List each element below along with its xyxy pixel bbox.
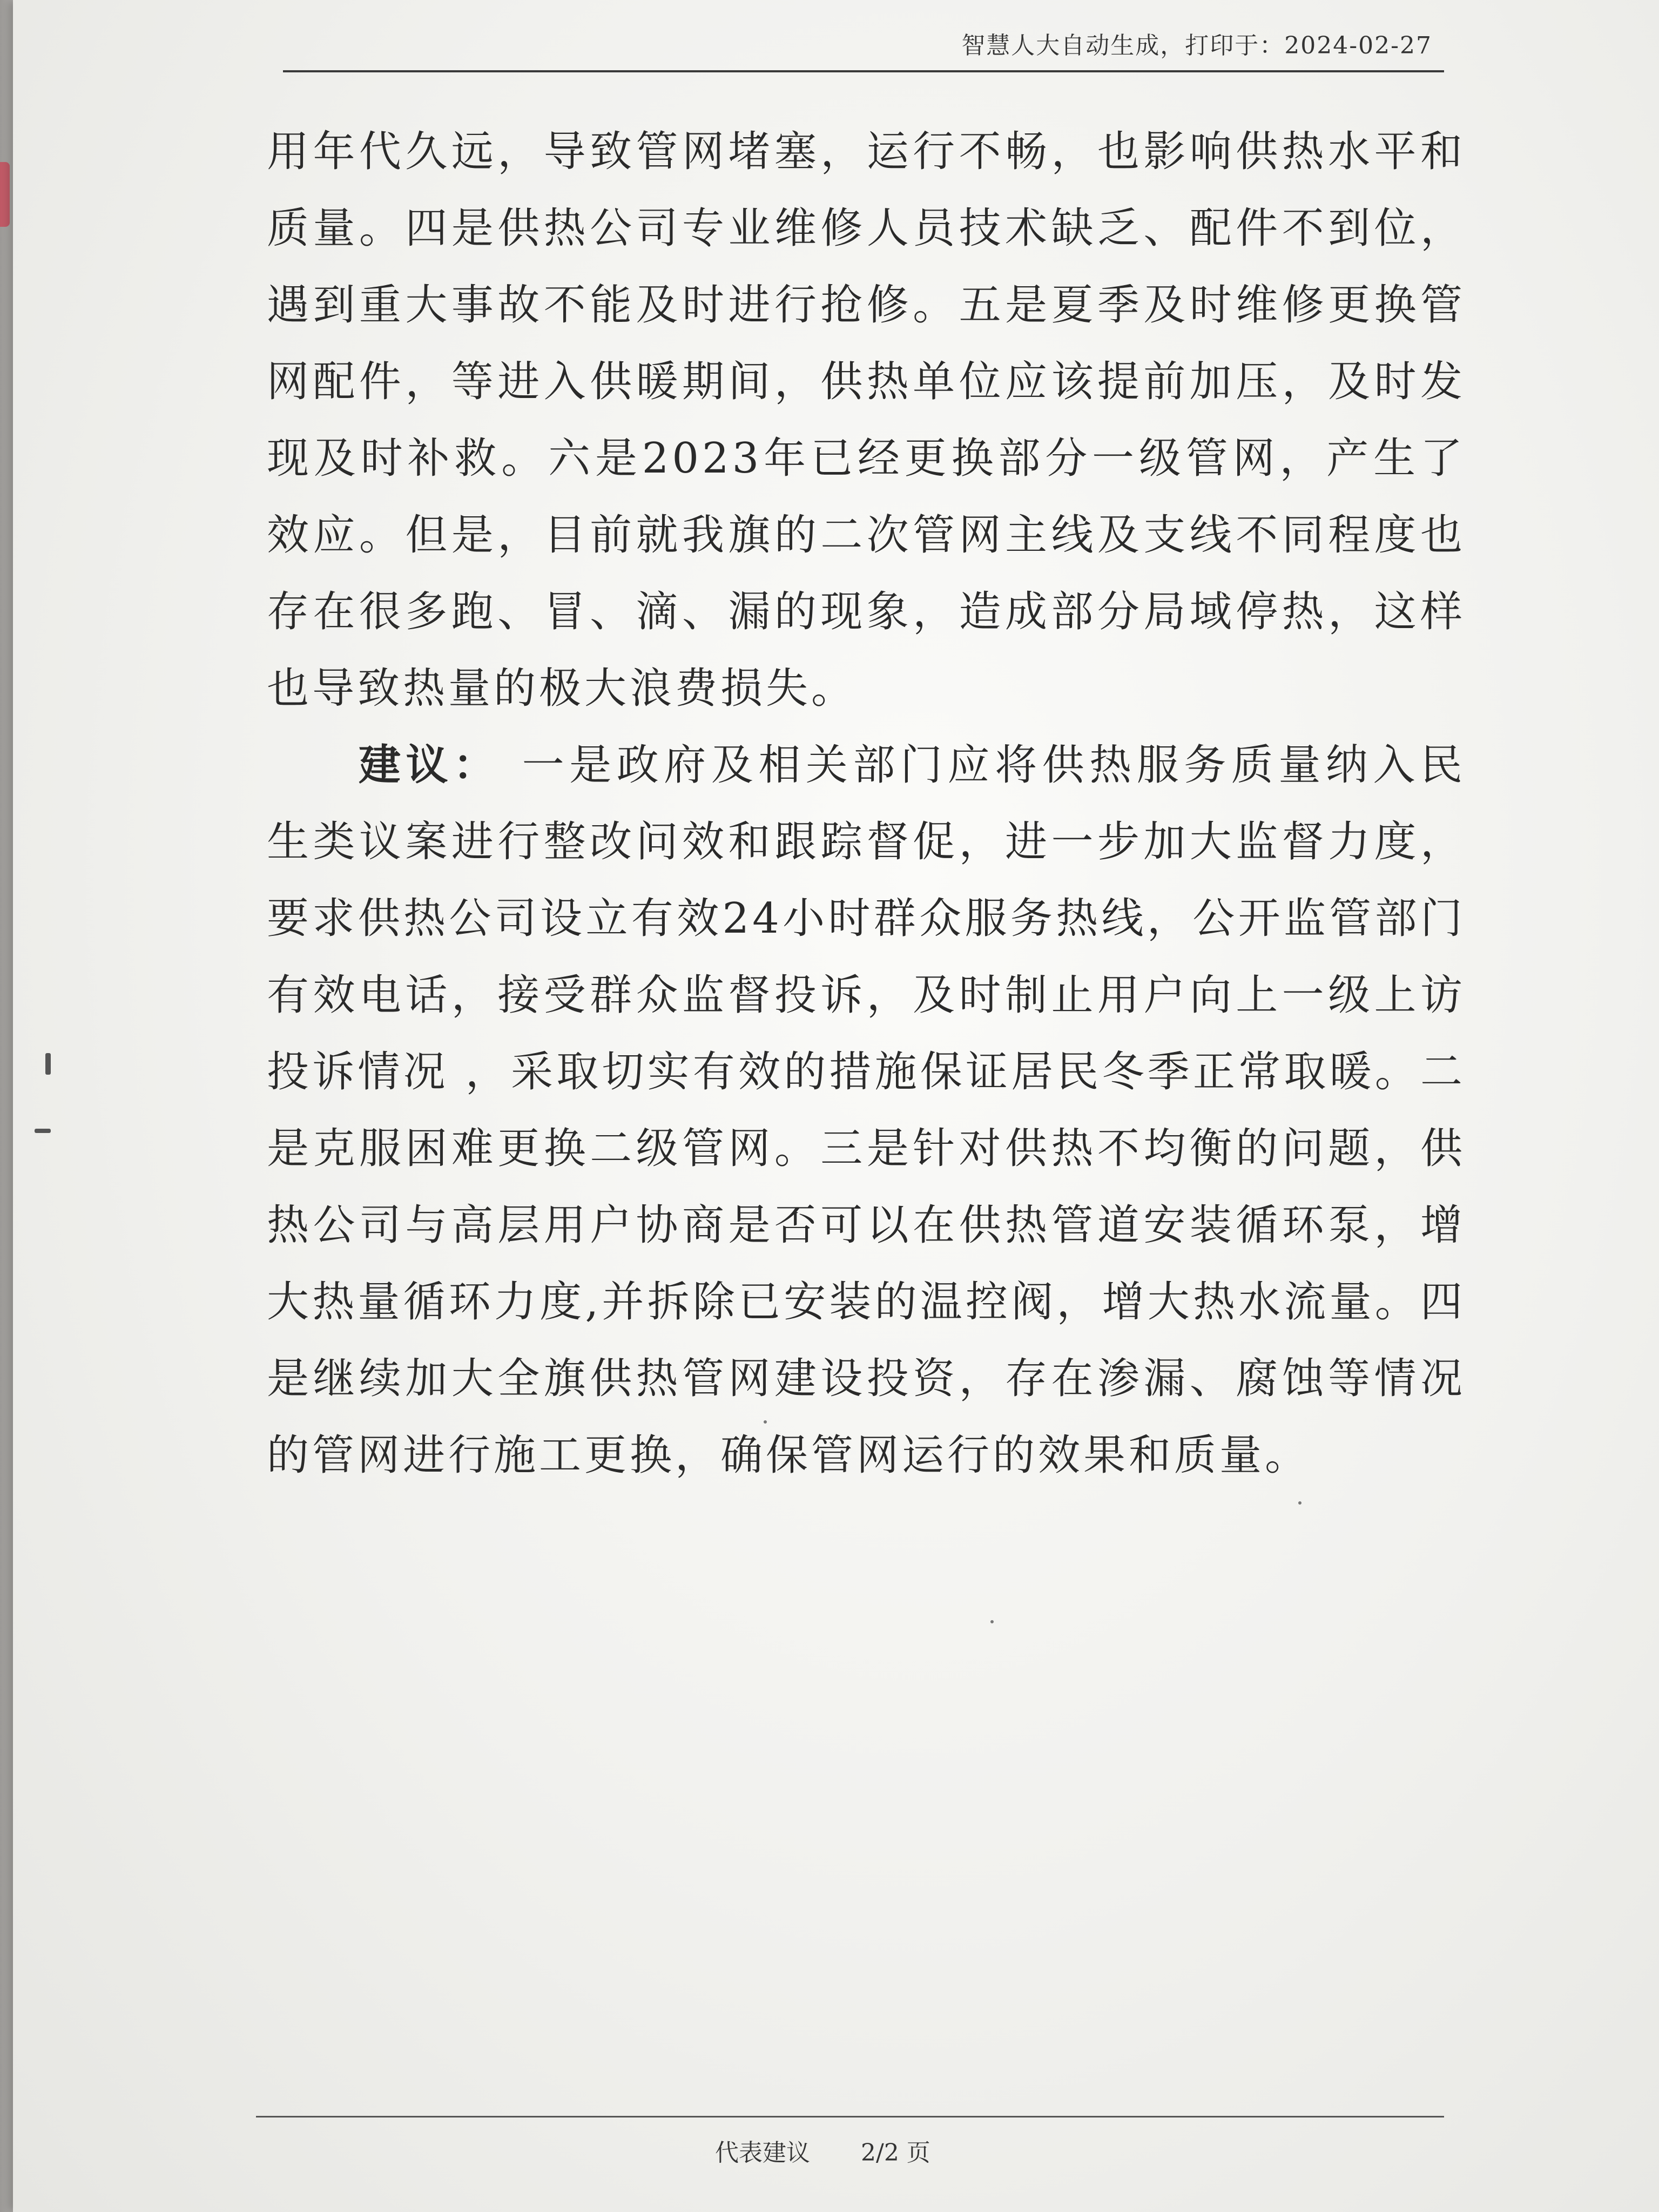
footer-rule: [256, 2116, 1444, 2117]
paper-mark: [45, 1053, 51, 1075]
paper-speck: [1298, 1501, 1301, 1505]
page-footer: [715, 2133, 1039, 2168]
red-binder-mark: [0, 162, 10, 227]
footer-page-indicator: 2/2 页: [861, 2139, 930, 2167]
document-body: [267, 113, 1466, 1494]
paper-speck: [990, 1620, 994, 1623]
paper-speck: [764, 1420, 767, 1424]
header-rule: [283, 70, 1444, 72]
suggestion-label: 建议：: [359, 740, 501, 790]
document-page: [13, 0, 1659, 2212]
paragraph-problems: 用年代久远，导致管网堵塞，运行不畅，也影响供热水平和质量。四是供热公司专业维修人员技术缺乏、配件不到位，遇到重大事故不能及时进行抢修。五是夏季及时维修更换管网配件，等进入供暖期间，供热单位应该提前加压，及时发现及时补救。六是2023年已经更换部分一级管网，产生了效应。但是，目前就我旗的二次管网主线及支线不同程度也存在很多跑、冒、滴、漏的现象，造成部分局域停热，这样也导致热量的极大浪费损失。: [267, 127, 1466, 713]
paper-mark: [35, 1129, 51, 1133]
footer-doc-type: 代表建议: [715, 2139, 810, 2167]
suggestion-text: 一是政府及相关部门应将供热服务质量纳入民生类议案进行整改问效和跟踪督促，进一步加大监督力度，要求供热公司设立有效24小时群众服务热线，公开监管部门有效电话，接受群众监督投诉，及时制止用户向上一级上访投诉情况 ，采取切实有效的措施保证居民冬季正常取暖。二是克服困难更换二级管网。三是针对供热不均衡的问题，供热公司与高层用户协商是否可以在供热管道安装循环泵，增大热量循环力度,并拆除已安装的温控阀，增大热水流量。四是继续加大全旗供热管网建设投资，存在渗漏、腐蚀等情况的管网进行施工更换，确保管网运行的效果和质量。: [267, 741, 1466, 1480]
print-note: 智慧人大自动生成，打印于：2024-02-27: [961, 32, 1432, 59]
paragraph-suggestions: [267, 727, 1466, 1494]
